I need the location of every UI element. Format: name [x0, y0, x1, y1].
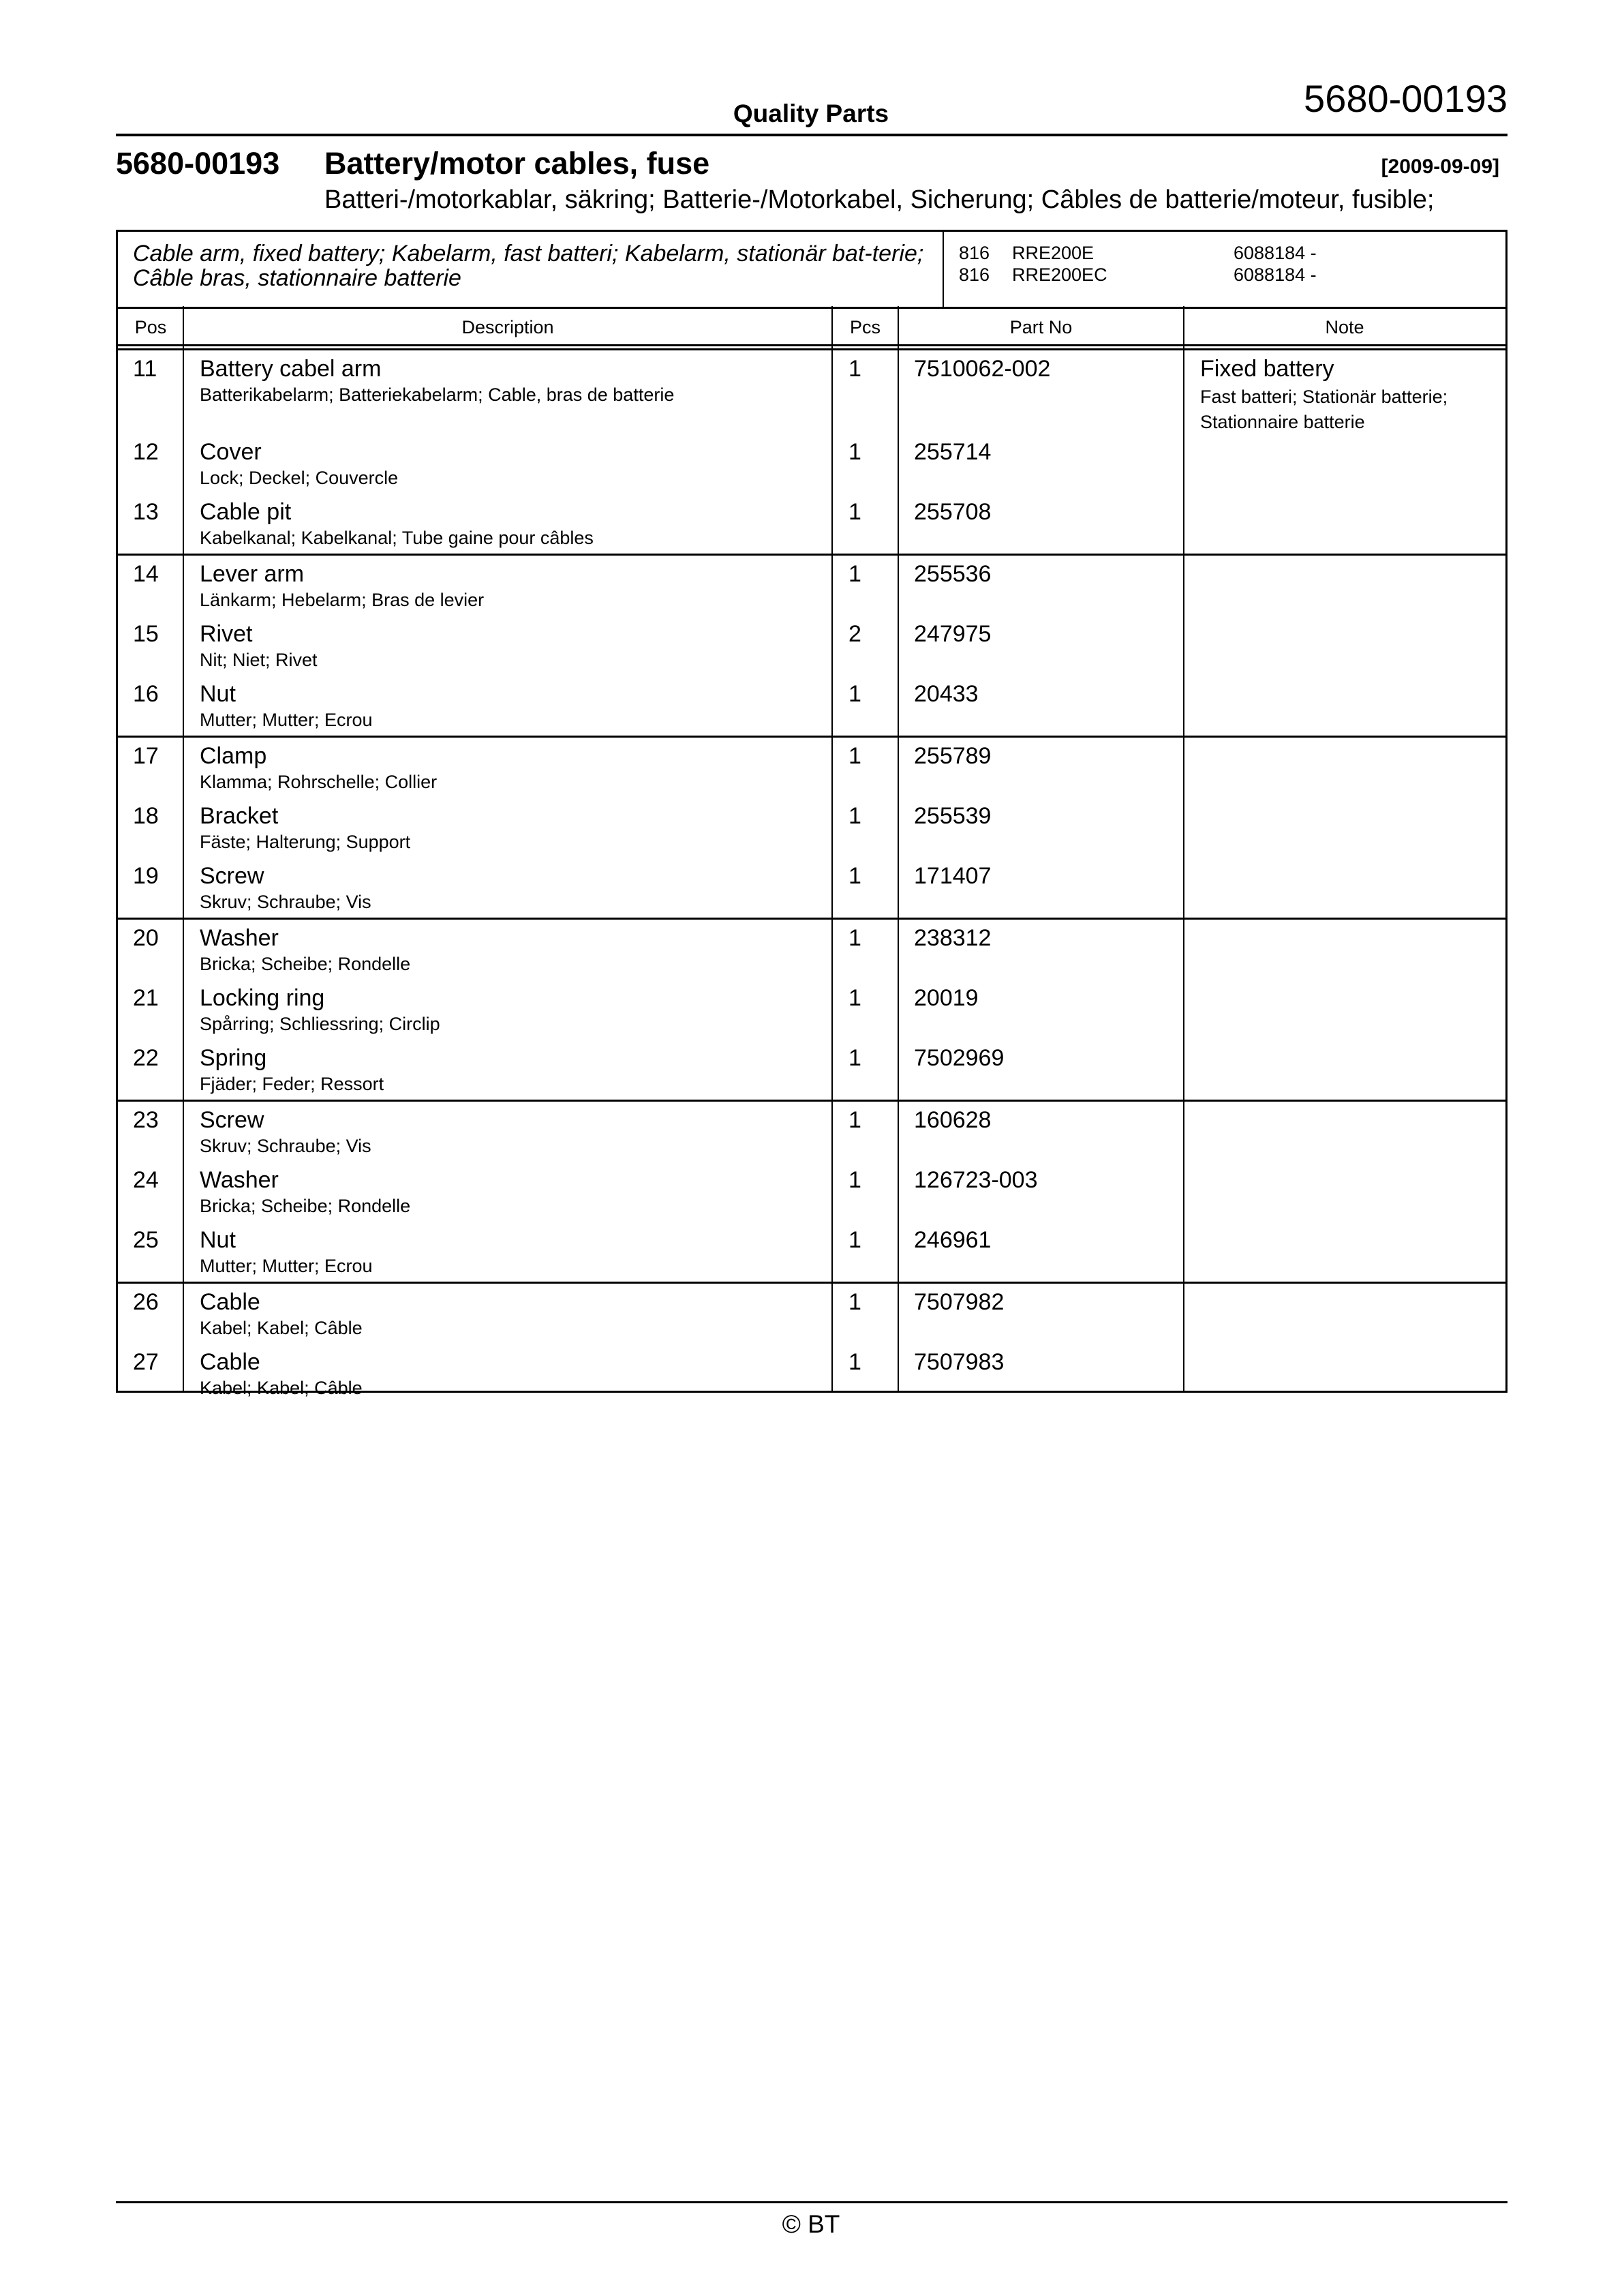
header-divider: [116, 134, 1508, 136]
table-row: [118, 1284, 1505, 1344]
item-name: Washer: [200, 1167, 279, 1193]
item-translations: Mutter; Mutter; Ecrou: [200, 1256, 373, 1276]
item-pos: 19: [133, 863, 159, 889]
header-section: Quality Parts: [733, 100, 889, 127]
item-translations: Kabelkanal; Kabelkanal; Tube gaine pour câbles: [200, 528, 594, 548]
table-row: [118, 1344, 1505, 1404]
item-pos: 12: [133, 439, 159, 465]
item-pos: 26: [133, 1289, 159, 1315]
item-pcs: 1: [848, 1167, 861, 1193]
item-part-no: 255789: [914, 743, 992, 769]
item-translations: Fäste; Halterung; Support: [200, 832, 411, 852]
table-row: [118, 920, 1505, 980]
header-doc-number: 5680-00193: [1304, 77, 1508, 120]
item-part-no: 7507983: [914, 1349, 1005, 1375]
item-group: [118, 556, 1505, 738]
model-name: RRE200EC: [1012, 265, 1107, 285]
item-translations: Nit; Niet; Rivet: [200, 650, 318, 670]
item-group: [118, 350, 1505, 556]
table-row: [118, 1102, 1505, 1162]
item-group: [118, 1102, 1505, 1284]
model-code: 816: [959, 243, 990, 263]
item-translations: Mutter; Mutter; Ecrou: [200, 710, 373, 730]
item-translations: Bricka; Scheibe; Rondelle: [200, 1196, 411, 1216]
table-row: [118, 434, 1505, 494]
item-name: Spring: [200, 1045, 267, 1071]
item-pos: 18: [133, 803, 159, 829]
item-pcs: 1: [848, 439, 861, 465]
item-part-no: 238312: [914, 925, 992, 951]
model-serial: 6088184 -: [1234, 243, 1317, 263]
item-pos: 11: [133, 356, 157, 382]
item-pcs: 1: [848, 1289, 861, 1315]
item-translations: Batterikabelarm; Batteriekabelarm; Cable, bras de batterie: [200, 384, 675, 405]
model-name: RRE200E: [1012, 243, 1095, 263]
item-part-no: 255708: [914, 499, 992, 525]
item-pcs: 1: [848, 1227, 861, 1253]
item-pcs: 1: [848, 1045, 861, 1071]
item-group: [118, 1284, 1505, 1404]
table-row: [118, 858, 1505, 918]
item-translations: Spårring; Schliessring; Circlip: [200, 1014, 440, 1034]
item-name: Cable: [200, 1349, 260, 1375]
item-translations: Skruv; Schraube; Vis: [200, 892, 371, 912]
item-pos: 15: [133, 621, 159, 647]
item-name: Locking ring: [200, 985, 325, 1011]
item-part-no: 160628: [914, 1107, 992, 1133]
model-serial: 6088184 -: [1234, 265, 1317, 285]
item-pos: 24: [133, 1167, 159, 1193]
title-number: 5680-00193: [116, 146, 280, 181]
item-translations: Skruv; Schraube; Vis: [200, 1136, 371, 1156]
page-title: Battery/motor cables, fuse: [324, 146, 710, 181]
column-divider: [831, 306, 833, 1391]
item-name: Cable: [200, 1289, 260, 1315]
item-part-no: 255714: [914, 439, 992, 465]
info-description: Cable arm, fixed battery; Kabelarm, fast batteri; Kabelarm, stationär bat-terie; Câble bras, stationnaire batterie: [133, 241, 924, 291]
item-pos: 20: [133, 925, 159, 951]
table-row: [118, 616, 1505, 676]
info-box: [116, 230, 1508, 309]
item-pos: 27: [133, 1349, 159, 1375]
item-name: Cover: [200, 439, 262, 465]
table-row: [118, 676, 1505, 736]
title-date: [2009-09-09]: [1381, 155, 1499, 178]
col-header-description: Description: [461, 317, 554, 337]
col-header-part-no: Part No: [1009, 317, 1073, 337]
item-name: Screw: [200, 1107, 264, 1133]
item-pcs: 1: [848, 925, 861, 951]
table-row: [118, 350, 1505, 434]
table-row: [118, 556, 1505, 616]
item-name: Rivet: [200, 621, 253, 647]
item-pcs: 1: [848, 743, 861, 769]
item-part-no: 7502969: [914, 1045, 1005, 1071]
item-translations: Klamma; Rohrschelle; Collier: [200, 772, 438, 792]
item-part-no: 126723-003: [914, 1167, 1038, 1193]
item-part-no: 171407: [914, 863, 992, 889]
table-row: [118, 980, 1505, 1040]
item-pos: 13: [133, 499, 159, 525]
info-divider: [943, 232, 944, 307]
column-divider: [183, 306, 184, 1391]
footer-divider: [116, 2201, 1508, 2203]
item-translations: Fjäder; Feder; Ressort: [200, 1074, 384, 1094]
item-translations: Lock; Deckel; Couvercle: [200, 468, 399, 488]
item-pcs: 1: [848, 803, 861, 829]
item-pcs: 1: [848, 1349, 861, 1375]
col-header-pcs: Pcs: [849, 317, 881, 337]
item-part-no: 255536: [914, 561, 992, 587]
title-translations: Batteri-/motorkablar, säkring; Batterie-/Motorkabel, Sicherung; Câbles de batterie/moteur, fusible;: [324, 185, 1435, 214]
table-row: [118, 1222, 1505, 1282]
item-part-no: 20433: [914, 681, 979, 707]
table-row: [118, 798, 1505, 858]
model-code: 816: [959, 265, 990, 285]
item-pcs: 2: [848, 621, 861, 647]
item-name: Screw: [200, 863, 264, 889]
item-part-no: 20019: [914, 985, 979, 1011]
item-name: Washer: [200, 925, 279, 951]
item-group: [118, 920, 1505, 1102]
item-group: [118, 738, 1505, 920]
item-name: Nut: [200, 1227, 236, 1253]
item-note: Fixed battery: [1200, 356, 1334, 382]
item-pcs: 1: [848, 499, 861, 525]
item-name: Clamp: [200, 743, 267, 769]
table-row: [118, 494, 1505, 554]
item-pcs: 1: [848, 356, 861, 382]
table-row: [118, 738, 1505, 798]
item-pcs: 1: [848, 681, 861, 707]
item-pos: 21: [133, 985, 159, 1011]
item-part-no: 246961: [914, 1227, 992, 1253]
column-divider: [1183, 306, 1184, 1391]
item-pcs: 1: [848, 985, 861, 1011]
item-name: Cable pit: [200, 499, 292, 525]
parts-table: [116, 306, 1508, 1398]
item-pos: 17: [133, 743, 159, 769]
item-pcs: 1: [848, 561, 861, 587]
item-name: Lever arm: [200, 561, 305, 587]
table-row: [118, 1162, 1505, 1222]
item-translations: Bricka; Scheibe; Rondelle: [200, 954, 411, 974]
item-note-translations: Fast batteri; Stationär batterie; Stationnaire batterie: [1200, 387, 1448, 432]
item-translations: Kabel; Kabel; Câble: [200, 1378, 363, 1398]
item-pos: 25: [133, 1227, 159, 1253]
item-name: Battery cabel arm: [200, 356, 382, 382]
item-pcs: 1: [848, 1107, 861, 1133]
col-header-note: Note: [1325, 317, 1364, 337]
col-header-pos: Pos: [134, 317, 167, 337]
item-translations: Länkarm; Hebelarm; Bras de levier: [200, 590, 485, 610]
item-pos: 23: [133, 1107, 159, 1133]
item-part-no: 7507982: [914, 1289, 1005, 1315]
item-pos: 22: [133, 1045, 159, 1071]
item-pos: 14: [133, 561, 159, 587]
column-divider: [898, 306, 899, 1391]
item-translations: Kabel; Kabel; Câble: [200, 1318, 363, 1338]
item-name: Nut: [200, 681, 236, 707]
footer-copyright: © BT: [782, 2210, 840, 2238]
item-name: Bracket: [200, 803, 279, 829]
table-body: [118, 350, 1505, 1398]
item-part-no: 7510062-002: [914, 356, 1051, 382]
item-pos: 16: [133, 681, 159, 707]
item-pcs: 1: [848, 863, 861, 889]
item-part-no: 247975: [914, 621, 992, 647]
item-part-no: 255539: [914, 803, 992, 829]
table-header: [118, 306, 1505, 346]
table-row: [118, 1040, 1505, 1100]
